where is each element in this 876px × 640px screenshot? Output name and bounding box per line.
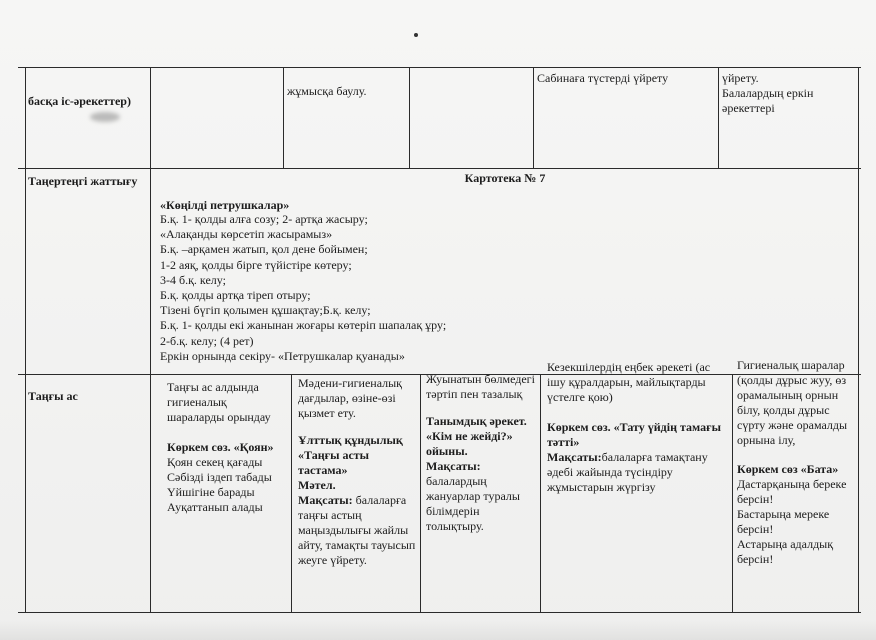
cell-bold: Ұлттық құндылық «Таңғы асты тастама» Мәтел. xyxy=(298,433,403,492)
cell-top-col3: жұмысқа баулу. xyxy=(287,84,367,98)
cell-breakfast-col4 xyxy=(426,372,538,534)
page-shadow xyxy=(0,620,876,640)
table-left-border xyxy=(25,67,26,612)
column-divider-4 xyxy=(533,67,534,168)
cell-bold: Көркем сөз. «Тату үйдің тамағы тәтті» xyxy=(547,420,721,449)
cell-text: Гигиеналық шаралар (қолды дұрыс жуу, өз орамалының орнын білу, қолды дұрыс сүрту және орамалды орнына ілу, xyxy=(737,358,848,447)
cell-text: Кезекшілердің еңбек әрекеті (ас ішу құралдарын, майлықтарды үстелге қою) xyxy=(547,360,711,404)
ink-dot xyxy=(414,33,418,37)
poem-text: Дастарқаныңа береке берсін! Бастарыңа мереке берсін! Астарыңа адалдық берсін! xyxy=(737,477,847,566)
goal-text: балаларға тамақтану әдебі жайында түсіндіру жұмыстарын жүргізу xyxy=(547,450,708,494)
cell-text: Таңғы ас алдында гигиеналық шараларды орындау xyxy=(167,380,271,424)
cell-text: Мәдени-гигиеналық дағдылар, өзіне-өзі қызмет ету. xyxy=(298,376,403,420)
cell-goal xyxy=(298,493,416,568)
table-right-border xyxy=(858,67,859,612)
column-divider-3b xyxy=(420,374,421,612)
cell-bold: Көркем сөз «Бата» xyxy=(737,462,839,476)
table-top-border xyxy=(18,67,861,68)
card-heading: Картотека № 7 xyxy=(464,171,546,185)
cell-top-col5: Сабинаға түстерді үйрету xyxy=(537,71,669,85)
poem-text: Қоян секең қағады Сәбізді іздеп табады Үйшігіне барады Ауқаттанып алады xyxy=(167,455,272,514)
column-divider-3 xyxy=(409,67,410,168)
column-divider-5 xyxy=(718,67,719,168)
column-divider-5b xyxy=(732,374,733,612)
exercise-title: «Көңілді петрушкалар» xyxy=(160,198,290,212)
row-divider-1 xyxy=(18,168,861,169)
goal-text: балалардың жануарлар туралы білімдерін толықтыру. xyxy=(426,474,520,533)
column-divider-2 xyxy=(283,67,284,168)
cell-breakfast-col2 xyxy=(167,380,287,515)
cell-text: Жуынатын бөлмедегі тәртіп пен тазалық xyxy=(426,372,535,401)
ink-smudge xyxy=(90,112,120,122)
goal-label: Мақсаты: xyxy=(298,493,353,507)
column-divider-1 xyxy=(150,67,151,612)
column-divider-2b xyxy=(291,374,292,612)
row-label-morning-exercise: Таңертеңгі жаттығу xyxy=(28,174,138,188)
goal-text: балаларға таңғы астың маңыздылығы жайлы айту, тамақты тауысып жеуге үйрету. xyxy=(298,493,416,567)
poem-title: Көркем сөз. «Қоян» xyxy=(167,440,274,454)
cell-top-col6: үйрету. Балалардың еркін әрекеттері xyxy=(722,71,814,115)
table-bottom-border xyxy=(18,612,861,613)
goal-label: Мақсаты: xyxy=(547,450,602,464)
exercise-instructions: Б.қ. 1- қолды алға созу; 2- артқа жасыру; «Алақанды көрсетіп жасырамыз» Б.қ. –арқамен жатып, қол дене бойымен; 1-2 аяқ, қолды бірге түйістіре көтеру; 3-4 б.қ. келу; Б.қ. қолды артқа тіреп отыру; Тізені бүгіп қолымен құшақтау;Б.қ. келу; Б.қ. 1- қолды екі жанынан жоғары көтеріп шапалақ ұру; 2-б.қ. келу; (4 рет) Еркін орнында секіру- «Петрушкалар қуанады» xyxy=(160,212,447,363)
cell-goal xyxy=(547,450,729,495)
cell-breakfast-col5 xyxy=(547,360,729,495)
cell-bold: Танымдық әрекет. «Кім не жейді?» ойыны. Мақсаты: xyxy=(426,414,527,473)
cell-breakfast-col3 xyxy=(298,376,416,568)
column-divider-4b xyxy=(540,374,541,612)
row-label-breakfast: Таңғы ас xyxy=(28,389,78,403)
row-label-other-activities: басқа іс-әрекеттер) xyxy=(28,94,131,108)
cell-breakfast-col6 xyxy=(737,358,855,567)
